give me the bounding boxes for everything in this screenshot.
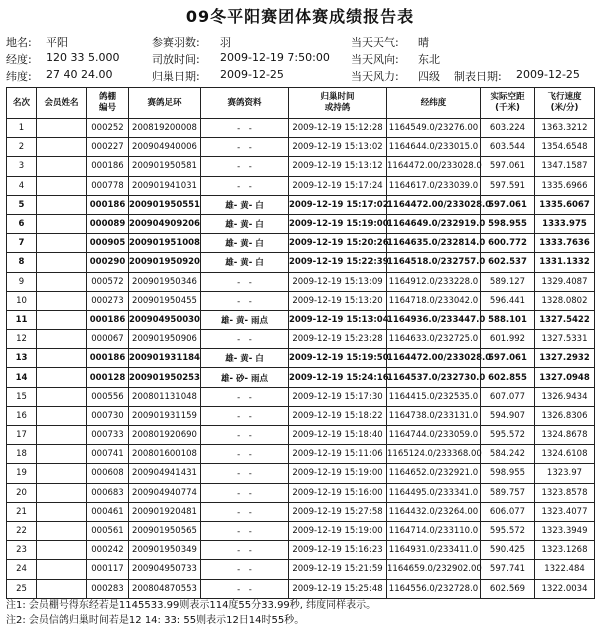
made-date-value: 2009-12-25 (516, 68, 580, 81)
table-row (7, 330, 595, 349)
table-cell: 200901950920 (129, 253, 201, 272)
table-cell: 17 (7, 426, 37, 445)
table-cell (37, 272, 87, 291)
table-cell: 24 (7, 560, 37, 579)
table-row (7, 445, 595, 464)
table-cell (37, 464, 87, 483)
participants-value: 羽 (220, 36, 231, 49)
table-cell: 2009-12-19 15:17:24 (289, 176, 387, 195)
table-cell: 000683 (87, 483, 129, 502)
table-cell: 200904950733 (129, 560, 201, 579)
table-cell: 19 (7, 464, 37, 483)
table-cell: 1331.1332 (535, 253, 595, 272)
table-cell: 200901950455 (129, 291, 201, 310)
table-cell (37, 426, 87, 445)
table-row (7, 368, 595, 387)
table-cell: 1333.975 (535, 214, 595, 233)
table-cell: 1164472.00/233028.0 (387, 157, 481, 176)
table-cell: 000186 (87, 157, 129, 176)
table-cell: 5 (7, 195, 37, 214)
table-cell: 603.224 (481, 119, 535, 138)
table-cell: 200901950349 (129, 541, 201, 560)
table-cell: 1323.8578 (535, 483, 595, 502)
table-cell (37, 291, 87, 310)
table-cell (37, 560, 87, 579)
table-cell: 2009-12-19 15:20:26 (289, 234, 387, 253)
column-header: 赛鸽资料 (201, 88, 289, 119)
table-cell: 2009-12-19 15:13:04 (289, 310, 387, 329)
weather-value: 晴 (418, 36, 429, 49)
table-cell: 1328.0802 (535, 291, 595, 310)
table-cell: 597.061 (481, 195, 535, 214)
table-row (7, 426, 595, 445)
place-value: 平阳 (46, 36, 68, 49)
table-cell: 1164744.0/233059.0 (387, 426, 481, 445)
table-cell: 16 (7, 406, 37, 425)
table-cell: 596.441 (481, 291, 535, 310)
table-cell: 000730 (87, 406, 129, 425)
column-header: 名次 (7, 88, 37, 119)
table-cell: 7 (7, 234, 37, 253)
table-cell: 1164649.0/232919.0 (387, 214, 481, 233)
table-cell: 200901951008 (129, 234, 201, 253)
table-cell: 2009-12-19 15:19:00 (289, 464, 387, 483)
report-meta (6, 34, 596, 85)
table-cell: 200901950906 (129, 330, 201, 349)
table-cell: 000186 (87, 195, 129, 214)
table-cell: 3 (7, 157, 37, 176)
table-cell: 1164495.0/233341.0 (387, 483, 481, 502)
table-cell: - - (201, 464, 289, 483)
table-cell: - - (201, 541, 289, 560)
table-cell: 1165124.0/233368.00 (387, 445, 481, 464)
table-cell: 1164652.0/232921.0 (387, 464, 481, 483)
table-cell: 1322.0034 (535, 579, 595, 598)
footnotes (6, 598, 376, 628)
table-cell: 10 (7, 291, 37, 310)
table-cell: 601.992 (481, 330, 535, 349)
table-cell: 2009-12-19 15:23:28 (289, 330, 387, 349)
table-cell: 9 (7, 272, 37, 291)
table-cell: 1164738.0/233131.0 (387, 406, 481, 425)
table-cell: 588.101 (481, 310, 535, 329)
table-cell: 1164472.00/233028.0 (387, 349, 481, 368)
table-row (7, 560, 595, 579)
table-cell: 雄- 黄- 白 (201, 349, 289, 368)
table-row (7, 176, 595, 195)
table-cell: 597.591 (481, 176, 535, 195)
table-cell: 000283 (87, 579, 129, 598)
table-row (7, 195, 595, 214)
table-cell: 2009-12-19 15:13:02 (289, 138, 387, 157)
table-cell: 200901920481 (129, 502, 201, 521)
table-cell: 200904941431 (129, 464, 201, 483)
table-cell: 1323.3949 (535, 521, 595, 540)
table-cell: 000556 (87, 387, 129, 406)
table-cell: 000273 (87, 291, 129, 310)
table-cell: 200801920690 (129, 426, 201, 445)
table-cell: 1327.5422 (535, 310, 595, 329)
table-cell: 200904940006 (129, 138, 201, 157)
table-cell: 000290 (87, 253, 129, 272)
table-cell: 1324.6108 (535, 445, 595, 464)
table-cell: 000461 (87, 502, 129, 521)
table-cell: 1354.6548 (535, 138, 595, 157)
table-cell: 11 (7, 310, 37, 329)
table-cell: 2009-12-19 15:24:16 (289, 368, 387, 387)
table-cell: 2009-12-19 15:13:09 (289, 272, 387, 291)
table-cell: 雄- 黄- 白 (201, 195, 289, 214)
table-cell: 2009-12-19 15:13:12 (289, 157, 387, 176)
table-cell: 15 (7, 387, 37, 406)
table-cell: 1164912.0/233228.0 (387, 272, 481, 291)
table-cell: 2009-12-19 15:19:50 (289, 349, 387, 368)
table-cell: 000186 (87, 349, 129, 368)
table-cell: 000067 (87, 330, 129, 349)
table-cell: 602.569 (481, 579, 535, 598)
table-cell: 000128 (87, 368, 129, 387)
latitude-label: 纬度: (6, 70, 32, 83)
table-cell: 14 (7, 368, 37, 387)
table-cell: 000733 (87, 426, 129, 445)
table-cell: 1363.3212 (535, 119, 595, 138)
table-cell: - - (201, 483, 289, 502)
table-cell: 000778 (87, 176, 129, 195)
table-cell: - - (201, 272, 289, 291)
table-cell: 4 (7, 176, 37, 195)
table-cell: 597.061 (481, 349, 535, 368)
table-row (7, 119, 595, 138)
return-label: 归巢日期: (152, 70, 200, 83)
table-cell: 6 (7, 214, 37, 233)
table-cell: 2009-12-19 15:18:22 (289, 406, 387, 425)
table-row (7, 234, 595, 253)
table-cell (37, 214, 87, 233)
table-cell: 595.572 (481, 426, 535, 445)
table-cell: 200904909206 (129, 214, 201, 233)
table-row (7, 272, 595, 291)
longitude-value: 120 33 5.000 (46, 51, 120, 64)
table-cell: 2009-12-19 15:13:20 (289, 291, 387, 310)
table-cell: 603.544 (481, 138, 535, 157)
table-cell: 1164633.0/232725.0 (387, 330, 481, 349)
column-header: 赛鸽足环 (129, 88, 201, 119)
table-cell: 2009-12-19 15:18:40 (289, 426, 387, 445)
table-cell: - - (201, 387, 289, 406)
table-cell: - - (201, 560, 289, 579)
table-cell: 1164556.0/232728.0 (387, 579, 481, 598)
table-row (7, 464, 595, 483)
place-label: 地名: (6, 36, 32, 49)
wind-force-value: 四级 (418, 70, 440, 83)
table-cell: 000905 (87, 234, 129, 253)
table-cell: 200901950581 (129, 157, 201, 176)
table-cell: 2009-12-19 15:16:23 (289, 541, 387, 560)
wind-force-label: 当天风力: (351, 70, 399, 83)
table-cell: - - (201, 176, 289, 195)
table-cell: - - (201, 138, 289, 157)
table-row (7, 138, 595, 157)
table-cell: 1323.97 (535, 464, 595, 483)
table-cell: 200901931184 (129, 349, 201, 368)
table-cell: 1164644.0/233015.0 (387, 138, 481, 157)
longitude-label: 经度: (6, 53, 32, 66)
table-cell: 200904950030 (129, 310, 201, 329)
table-cell: 200901950551 (129, 195, 201, 214)
table-cell: 000608 (87, 464, 129, 483)
report-title: 09冬平阳赛团体赛成绩报告表 (185, 7, 415, 26)
table-cell: 2 (7, 138, 37, 157)
table-cell: 1164472.00/233028.0 (387, 195, 481, 214)
table-cell: 590.425 (481, 541, 535, 560)
table-body (7, 119, 595, 599)
table-cell: 2009-12-19 15:25:48 (289, 579, 387, 598)
table-cell (37, 521, 87, 540)
table-cell: - - (201, 579, 289, 598)
made-date-label: 制表日期: (454, 70, 502, 83)
table-cell: 594.907 (481, 406, 535, 425)
wind-dir-value: 东北 (418, 53, 440, 66)
table-cell: 1164549.0/23276.00 (387, 119, 481, 138)
release-label: 司放时间: (152, 53, 200, 66)
table-cell: 200819200008 (129, 119, 201, 138)
release-value: 2009-12-19 7:50:00 (220, 51, 330, 64)
table-cell: 1164617.0/233039.0 (387, 176, 481, 195)
table-cell: 602.537 (481, 253, 535, 272)
table-cell: 589.757 (481, 483, 535, 502)
table-row (7, 214, 595, 233)
table-cell: 1347.1587 (535, 157, 595, 176)
table-row (7, 310, 595, 329)
table-cell (37, 138, 87, 157)
table-row (7, 541, 595, 560)
table-row (7, 502, 595, 521)
table-row (7, 349, 595, 368)
table-cell: 1326.9434 (535, 387, 595, 406)
table-cell: 2009-12-19 15:16:00 (289, 483, 387, 502)
table-cell: 000227 (87, 138, 129, 157)
table-row (7, 291, 595, 310)
table-cell (37, 176, 87, 195)
table-cell: 000089 (87, 214, 129, 233)
table-cell: 584.242 (481, 445, 535, 464)
table-cell: 雄- 砂- 雨点 (201, 368, 289, 387)
table-cell (37, 157, 87, 176)
table-cell: 000252 (87, 119, 129, 138)
table-cell: 1335.6966 (535, 176, 595, 195)
table-row (7, 387, 595, 406)
table-cell: - - (201, 426, 289, 445)
table-cell: 200904940774 (129, 483, 201, 502)
column-header: 飞行速度 (米/分) (535, 88, 595, 119)
table-cell (37, 234, 87, 253)
table-cell (37, 310, 87, 329)
table-cell (37, 330, 87, 349)
table-cell: 606.077 (481, 502, 535, 521)
table-row (7, 406, 595, 425)
table-cell: 1164714.0/233110.0 (387, 521, 481, 540)
table-cell: 2009-12-19 15:19:00 (289, 521, 387, 540)
table-cell: 1164659.0/232902.00 (387, 560, 481, 579)
table-cell: 2009-12-19 15:17:02 (289, 195, 387, 214)
table-cell: - - (201, 502, 289, 521)
table-cell: 1164415.0/232535.0 (387, 387, 481, 406)
table-cell (37, 253, 87, 272)
table-cell (37, 119, 87, 138)
table-cell: 1164537.0/232730.0 (387, 368, 481, 387)
table-cell: 2009-12-19 15:27:58 (289, 502, 387, 521)
table-cell: 22 (7, 521, 37, 540)
table-cell: - - (201, 445, 289, 464)
table-cell: 13 (7, 349, 37, 368)
weather-label: 当天天气: (351, 36, 399, 49)
table-cell (37, 406, 87, 425)
table-cell: 雄- 黄- 白 (201, 234, 289, 253)
table-cell: 1322.484 (535, 560, 595, 579)
table-row (7, 253, 595, 272)
table-cell: - - (201, 291, 289, 310)
table-cell: 雄- 黄- 雨点 (201, 310, 289, 329)
table-cell: 000561 (87, 521, 129, 540)
table-cell: 1323.4077 (535, 502, 595, 521)
table-cell: 12 (7, 330, 37, 349)
table-row (7, 579, 595, 598)
table-cell: - - (201, 157, 289, 176)
table-cell: 2009-12-19 15:17:30 (289, 387, 387, 406)
column-header: 经纬度 (387, 88, 481, 119)
table-cell: 595.572 (481, 521, 535, 540)
table-cell: - - (201, 521, 289, 540)
table-row (7, 157, 595, 176)
table-cell: 598.955 (481, 464, 535, 483)
table-cell: 200804870553 (129, 579, 201, 598)
table-cell: 000242 (87, 541, 129, 560)
table-cell: 200801600108 (129, 445, 201, 464)
table-cell: 000741 (87, 445, 129, 464)
table-cell: 18 (7, 445, 37, 464)
table-cell: 1327.0948 (535, 368, 595, 387)
table-cell: 200901950565 (129, 521, 201, 540)
results-table (6, 87, 595, 599)
table-cell: 200901931159 (129, 406, 201, 425)
table-cell (37, 349, 87, 368)
table-cell: 600.772 (481, 234, 535, 253)
table-cell: 602.855 (481, 368, 535, 387)
table-cell: 000117 (87, 560, 129, 579)
table-cell: 597.741 (481, 560, 535, 579)
table-cell: 1164936.0/233447.0 (387, 310, 481, 329)
table-cell: 2009-12-19 15:21:59 (289, 560, 387, 579)
table-cell: 2009-12-19 15:22:39 (289, 253, 387, 272)
table-cell: 1327.5331 (535, 330, 595, 349)
table-cell: 1164718.0/233042.0 (387, 291, 481, 310)
column-header: 会员姓名 (37, 88, 87, 119)
table-cell: 1323.1268 (535, 541, 595, 560)
table-cell: 1335.6067 (535, 195, 595, 214)
participants-label: 参赛羽数: (152, 36, 200, 49)
table-cell: 雄- 黄- 白 (201, 253, 289, 272)
table-cell: 200901941031 (129, 176, 201, 195)
table-cell: 1324.8678 (535, 426, 595, 445)
table-cell: 000572 (87, 272, 129, 291)
table-cell: 200801131048 (129, 387, 201, 406)
table-cell (37, 483, 87, 502)
table-cell: 1164931.0/233411.0 (387, 541, 481, 560)
table-cell: 2009-12-19 15:12:28 (289, 119, 387, 138)
table-cell (37, 579, 87, 598)
table-cell: - - (201, 330, 289, 349)
table-cell (37, 502, 87, 521)
table-cell: 雄- 黄- 白 (201, 214, 289, 233)
table-cell (37, 195, 87, 214)
table-cell: 2009-12-19 15:19:00 (289, 214, 387, 233)
table-cell (37, 368, 87, 387)
footnote-2: 注2: 会员信鸽归巢时间若是12 14: 33: 55则表示12日14时55秒。 (6, 615, 305, 626)
table-cell: 23 (7, 541, 37, 560)
table-cell: 589.127 (481, 272, 535, 291)
table-row (7, 521, 595, 540)
return-value: 2009-12-25 (220, 68, 284, 81)
table-cell (37, 445, 87, 464)
table-cell: 1327.2932 (535, 349, 595, 368)
table-cell: 000186 (87, 310, 129, 329)
table-cell: 1164432.0/23264.00 (387, 502, 481, 521)
table-cell: 8 (7, 253, 37, 272)
table-cell: 200901950346 (129, 272, 201, 291)
table-cell: 607.077 (481, 387, 535, 406)
table-cell (37, 541, 87, 560)
table-cell: 1333.7636 (535, 234, 595, 253)
column-header: 鸽棚 编号 (87, 88, 129, 119)
table-cell (37, 387, 87, 406)
table-cell: 1164518.0/232757.0 (387, 253, 481, 272)
table-cell: 200901950253 (129, 368, 201, 387)
table-cell: 597.061 (481, 157, 535, 176)
table-cell: 1164635.0/232814.0 (387, 234, 481, 253)
latitude-value: 27 40 24.00 (46, 68, 113, 81)
table-row (7, 483, 595, 502)
table-cell: 21 (7, 502, 37, 521)
table-cell: 1329.4087 (535, 272, 595, 291)
table-cell: 2009-12-19 15:11:06 (289, 445, 387, 464)
table-cell: 598.955 (481, 214, 535, 233)
table-cell: - - (201, 119, 289, 138)
table-cell: - - (201, 406, 289, 425)
table-cell: 25 (7, 579, 37, 598)
table-cell: 1 (7, 119, 37, 138)
wind-dir-label: 当天风向: (351, 53, 399, 66)
table-cell: 20 (7, 483, 37, 502)
column-header: 实际空距 (千米) (481, 88, 535, 119)
column-header: 归巢时间 或持鸽 (289, 88, 387, 119)
table-cell: 1326.8306 (535, 406, 595, 425)
table-header-row (7, 88, 595, 119)
footnote-1: 注1: 会员棚号得东经若是1145533.99则表示114度55分33.99秒, 纬度同样表示。 (6, 600, 377, 611)
